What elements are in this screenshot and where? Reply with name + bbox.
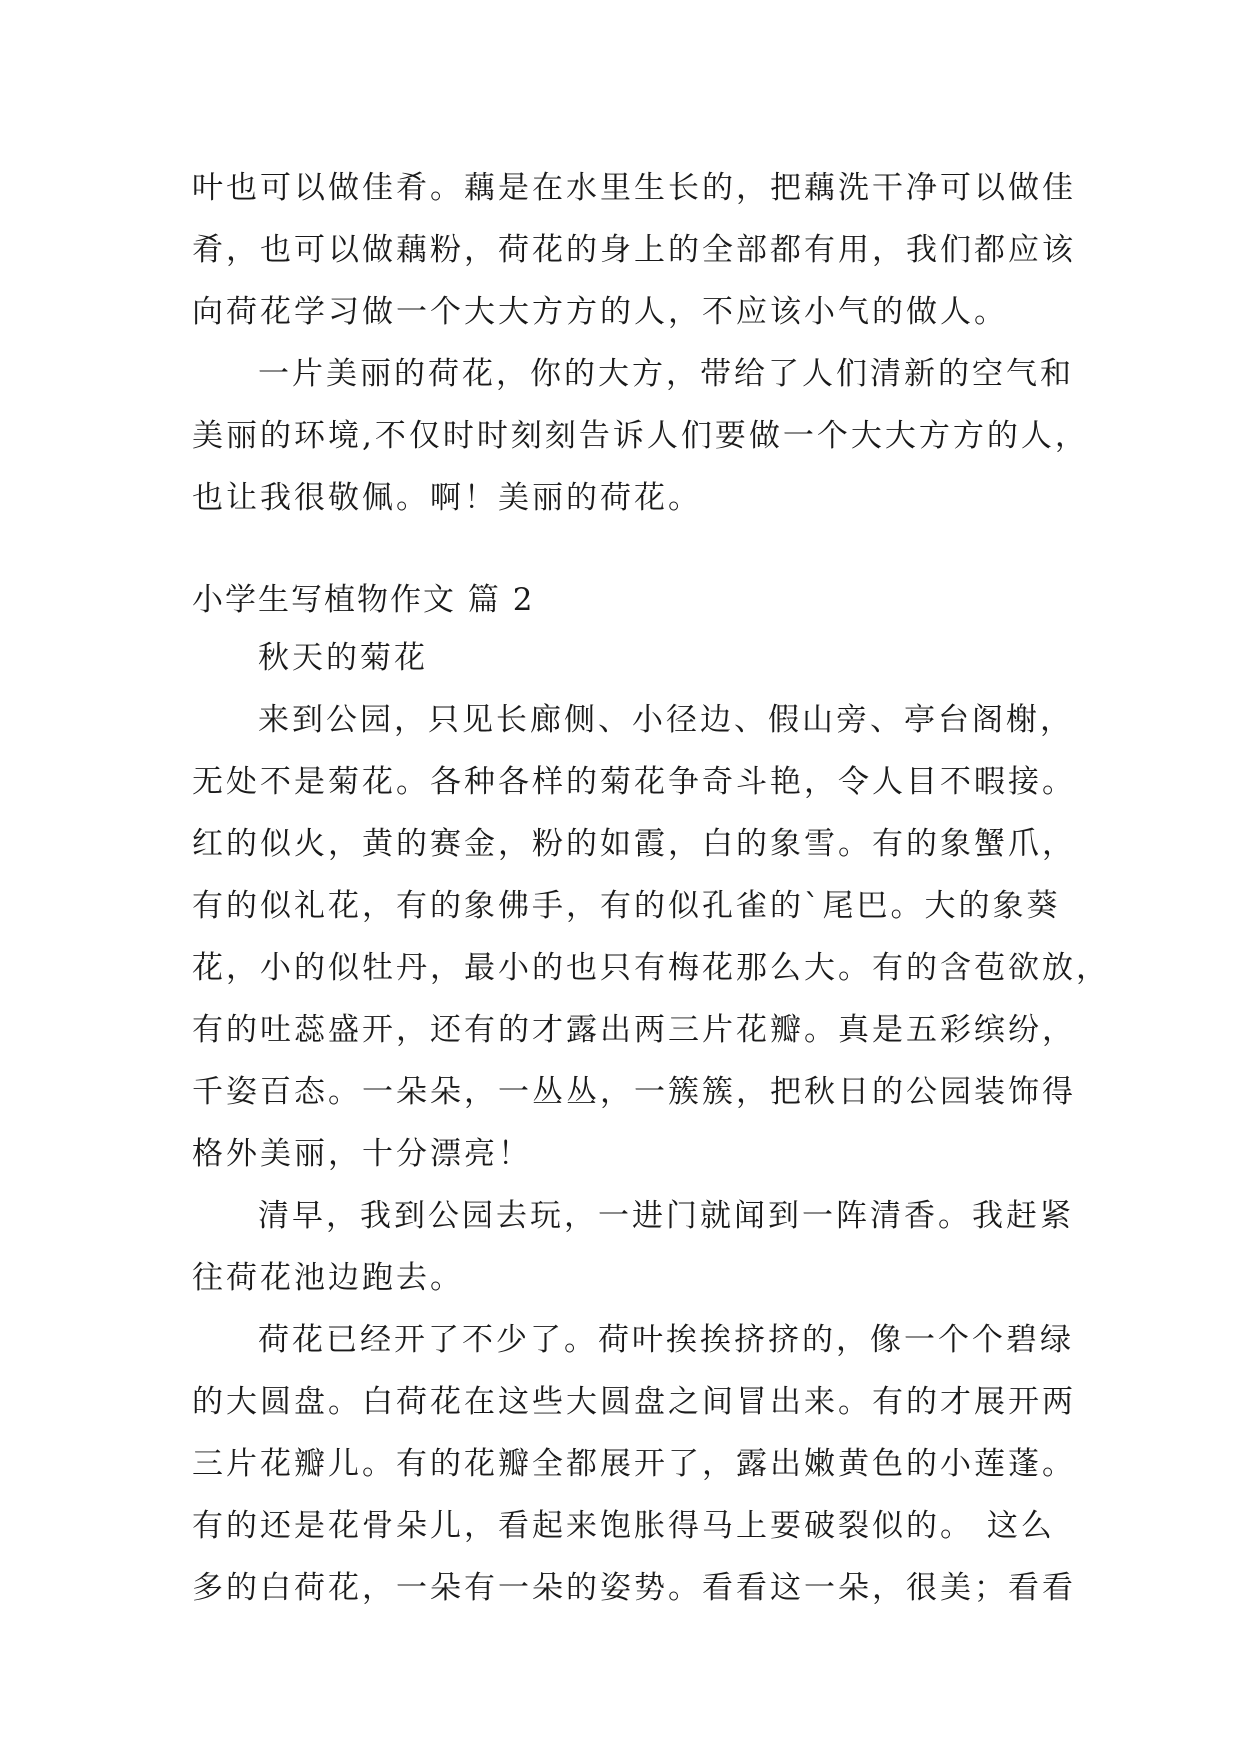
essay-title: 秋天的菊花 xyxy=(258,640,428,676)
text-line: 来到公园，只见长廊侧、小径边、假山旁、亭台阁榭， xyxy=(258,702,1074,738)
text-line: 有的吐蕊盛开，还有的才露出两三片花瓣。真是五彩缤纷， xyxy=(192,1012,1076,1048)
text-line: 也让我很敬佩。啊！美丽的荷花。 xyxy=(192,480,702,516)
text-line: 有的还是花骨朵儿，看起来饱胀得马上要破裂似的。 这么 xyxy=(192,1508,1055,1544)
text-line: 肴，也可以做藕粉，荷花的身上的全部都有用，我们都应该 xyxy=(192,232,1076,268)
text-line: 清早，我到公园去玩，一进门就闻到一阵清香。我赶紧 xyxy=(258,1198,1074,1234)
text-line: 的大圆盘。白荷花在这些大圆盘之间冒出来。有的才展开两 xyxy=(192,1384,1076,1420)
text-line: 红的似火，黄的赛金，粉的如霞，白的象雪。有的象蟹爪， xyxy=(192,826,1076,862)
text-line: 美丽的环境,不仅时时刻刻告诉人们要做一个大大方方的人， xyxy=(192,418,1089,454)
text-line: 多的白荷花，一朵有一朵的姿势。看看这一朵，很美；看看 xyxy=(192,1570,1076,1606)
text-line: 格外美丽，十分漂亮！ xyxy=(192,1136,532,1172)
text-line: 往荷花池边跑去。 xyxy=(192,1260,464,1296)
text-line: 叶也可以做佳肴。藕是在水里生长的，把藕洗干净可以做佳 xyxy=(192,170,1076,206)
section-heading: 小学生写植物作文 篇 2 xyxy=(192,582,535,618)
text-line: 三片花瓣儿。有的花瓣全都展开了，露出嫩黄色的小莲蓬。 xyxy=(192,1446,1076,1482)
text-line: 有的似礼花，有的象佛手，有的似孔雀的`尾巴。大的象葵 xyxy=(192,888,1061,924)
text-line: 荷花已经开了不少了。荷叶挨挨挤挤的，像一个个碧绿 xyxy=(258,1322,1074,1358)
text-line: 花，小的似牡丹，最小的也只有梅花那么大。有的含苞欲放， xyxy=(192,950,1110,986)
text-line: 向荷花学习做一个大大方方的人，不应该小气的做人。 xyxy=(192,294,1008,330)
text-line: 一片美丽的荷花，你的大方，带给了人们清新的空气和 xyxy=(258,356,1074,392)
text-line: 无处不是菊花。各种各样的菊花争奇斗艳，令人目不暇接。 xyxy=(192,764,1076,800)
text-line: 千姿百态。一朵朵，一丛丛，一簇簇，把秋日的公园装饰得 xyxy=(192,1074,1076,1110)
